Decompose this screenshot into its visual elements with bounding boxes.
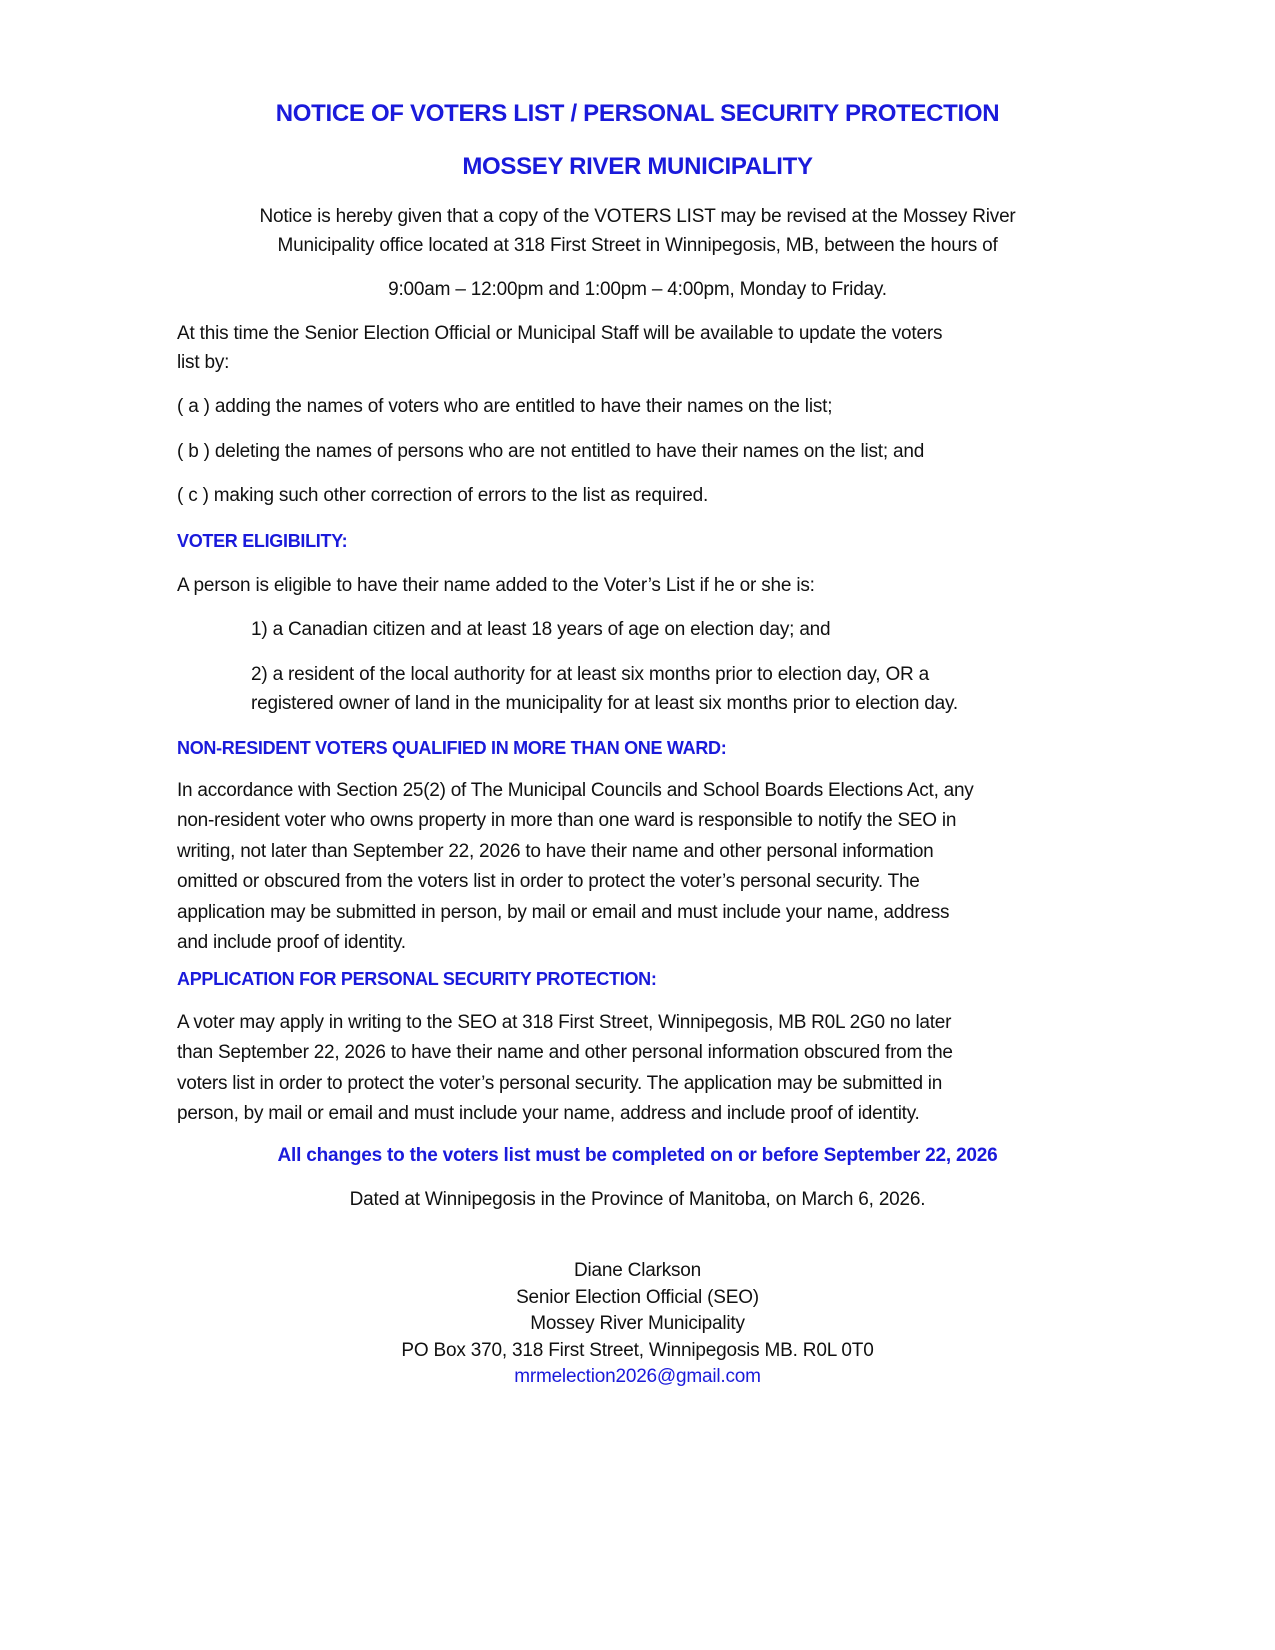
eligibility-item-2-line-2: registered owner of land in the municipality for at least six months prior to election day. [251,693,958,714]
intro-line-2: Municipality office located at 318 First Street in Winnipegosis, MB, between the hours of [277,235,998,256]
notice-title: NOTICE OF VOTERS LIST / PERSONAL SECURITY PROTECTION [275,100,1000,127]
eligibility-item-1: 1) a Canadian citizen and at least 18 years of age on election day; and [251,619,831,640]
intro-line-1: Notice is hereby given that a copy of the VOTERS LIST may be revised at the Mossey River [259,206,1016,227]
voter-eligibility-heading: VOTER ELIGIBILITY: [177,531,348,551]
non-resident-line: non-resident voter who owns property in more than one ward is responsible to notify the SEO in [177,810,957,832]
signature-organization: Mossey River Municipality [530,1313,745,1334]
dated-statement: Dated at Winnipegosis in the Province of Manitoba, on March 6, 2026. [349,1189,926,1210]
application-line: voters list in order to protect the voter’s personal security. The application may be submitted in [177,1072,943,1094]
update-item-b: ( b ) deleting the names of persons who are not entitled to have their names on the list; and [177,441,925,462]
application-heading: APPLICATION FOR PERSONAL SECURITY PROTECTION: [177,969,657,989]
eligibility-item-2-line-1: 2) a resident of the local authority for at least six months prior to election day, OR a [251,664,929,685]
update-intro-line-1: At this time the Senior Election Official or Municipal Staff will be available to update the voters [177,323,943,344]
contact-email-link[interactable]: mrmelection2026@gmail.com [514,1366,761,1387]
municipality-title: MOSSEY RIVER MUNICIPALITY [462,153,813,180]
eligibility-intro: A person is eligible to have their name added to the Voter’s List if he or she is: [177,575,815,596]
deadline-notice: All changes to the voters list must be completed on or before September 22, 2026 [277,1145,998,1166]
non-resident-line: omitted or obscured from the voters list in order to protect the voter’s personal security. The [177,871,920,893]
non-resident-line: In accordance with Section 25(2) of The Municipal Councils and School Boards Elections Act, any [177,780,974,801]
update-intro-line-2: list by: [177,352,230,373]
update-item-a: ( a ) adding the names of voters who are entitled to have their names on the list; [177,396,833,417]
signature-role: Senior Election Official (SEO) [516,1287,759,1308]
non-resident-line: writing, not later than September 22, 2026 to have their name and other personal information [177,840,934,862]
signature-address: PO Box 370, 318 First Street, Winnipegosis MB. R0L 0T0 [401,1340,874,1361]
office-hours: 9:00am – 12:00pm and 1:00pm – 4:00pm, Monday to Friday. [388,279,887,300]
application-line: person, by mail or email and must include your name, address and include proof of identity. [177,1103,920,1125]
non-resident-paragraph [177,776,1077,958]
application-line: A voter may apply in writing to the SEO at 318 First Street, Winnipegosis, MB R0L 2G0 no later [177,1012,952,1033]
non-resident-line: application may be submitted in person, by mail or email and must include your name, address [177,901,950,923]
application-line: than September 22, 2026 to have their name and other personal information obscured from the [177,1042,953,1064]
signature-name: Diane Clarkson [573,1260,702,1281]
non-resident-line: and include proof of identity. [177,932,406,954]
update-item-c: ( c ) making such other correction of errors to the list as required. [177,485,709,506]
application-paragraph [177,1008,1077,1130]
non-resident-heading: NON-RESIDENT VOTERS QUALIFIED IN MORE THAN ONE WARD: [177,738,727,758]
signature-email-row [0,1366,1275,1388]
